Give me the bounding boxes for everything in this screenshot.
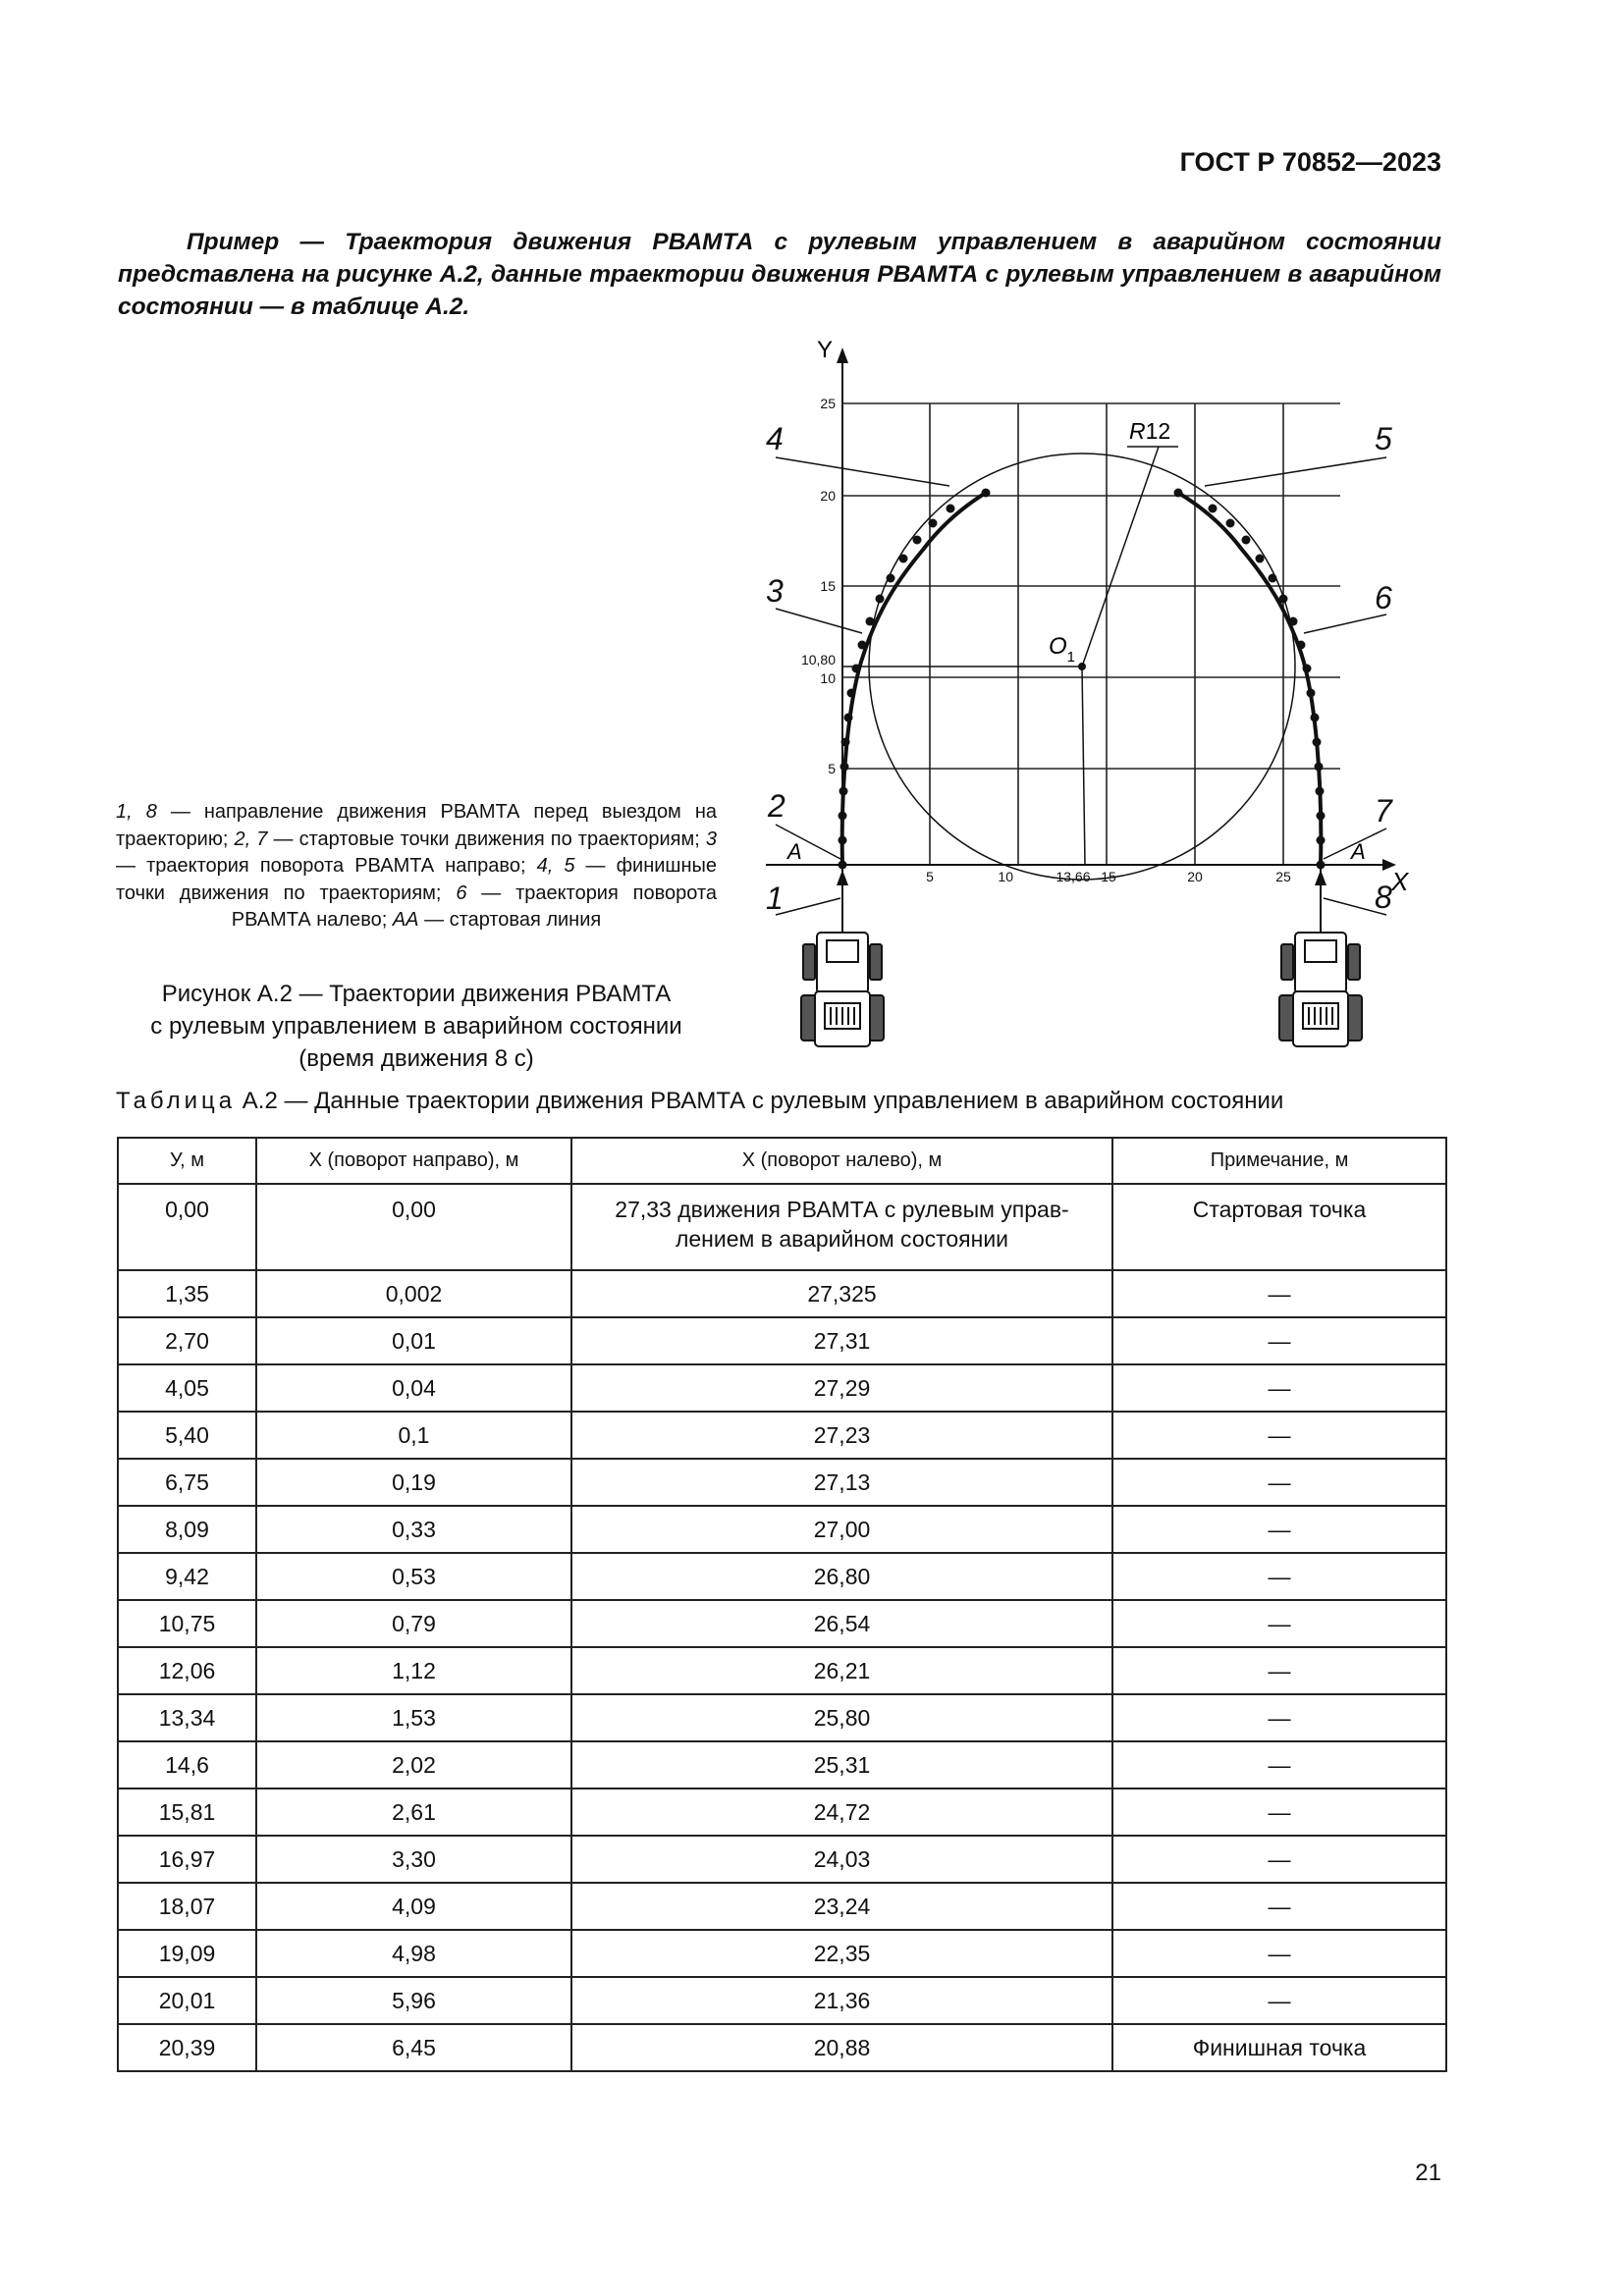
point-left-14 [1242,536,1251,545]
table-cell: 23,24 [571,1883,1112,1930]
point-right-11 [876,595,885,604]
grid [842,403,1340,865]
tractor-icon-right [1279,933,1362,1046]
point-left-4 [1315,763,1324,772]
table-cell: 26,21 [571,1647,1112,1694]
leader-4 [776,457,949,486]
table-title-text: А.2 — Данные траектории движения РВАМТА с рулевым управлением в аварийном состоянии [236,1088,1284,1114]
legend-key-6: 6 [456,881,467,904]
point-left-16 [1209,505,1218,513]
table-row [118,1506,1446,1553]
point-right-6 [844,714,853,722]
x-axis-label: X [1391,867,1409,896]
trajectory-left [1178,493,1321,865]
table-cell: 0,79 [256,1600,571,1647]
radius-label: R12 [1129,418,1171,444]
col-header-y: У, м [118,1138,256,1184]
callout-1: 1 [766,881,784,916]
legend-key-1-8: 1, 8 [116,801,157,823]
point-left-15 [1226,519,1235,528]
table-cell: 2,70 [118,1317,256,1364]
legend-text-4-5: — финишные точки движения по траекториям; [116,855,718,904]
table-cell: 0,1 [256,1412,571,1459]
table-cell: 16,97 [118,1836,256,1883]
point-right-14 [913,536,922,545]
table-cell: 27,33 движения РВАМТА с рулевым управ-лением в аварийном состоянии [571,1184,1112,1270]
example-paragraph: Пример — Траектория движения РВАМТА с рулевым управлением в аварийном состоянии представлена на рисунке А.2, данные траектории движения РВАМТА с рулевым управлением в аварийном состоянии — в таблице А.2. [118,229,1441,320]
x-tick-20: 20 [1187,869,1203,884]
callout-8: 8 [1375,880,1392,915]
table-row [118,1647,1446,1694]
legend-key-3: 3 [705,828,717,850]
line-a-right-label: A [1351,839,1366,864]
figure-legend [116,799,717,934]
y-tick-25: 25 [820,396,836,411]
table-cell: 5,40 [118,1412,256,1459]
center-label: $O_1$ [1049,633,1076,666]
table-cell: 25,31 [571,1741,1112,1789]
table-cell: 20,39 [118,2024,256,2071]
x-tick-5: 5 [926,869,934,884]
legend-text-2-7: — стартовые точки движения по траекториям; [267,828,706,850]
table-row [118,2024,1446,2071]
table-row [118,1184,1446,1270]
col-header-x-left: Х (поворот налево), м [571,1138,1112,1184]
table-cell: 9,42 [118,1553,256,1600]
table-row [118,1930,1446,1977]
table-cell: 27,23 [571,1412,1112,1459]
y-tick-10-80: 10,80 [800,652,836,667]
legend-key-aa: АА [392,909,419,931]
page-number: 21 [1415,2160,1441,2186]
table-cell: 4,98 [256,1930,571,1977]
table-cell: 0,04 [256,1364,571,1412]
callout-6: 6 [1375,580,1392,615]
trajectory-table [117,1137,1447,2072]
table-row [118,1600,1446,1647]
table-cell: 27,29 [571,1364,1112,1412]
table-cell: 26,54 [571,1600,1112,1647]
y-axis-arrow [837,347,848,363]
point-right-1 [839,836,847,845]
tractor-icon-left [801,933,884,1046]
table-cell: — [1112,1741,1446,1789]
table-row [118,1789,1446,1836]
table-cell: 0,002 [256,1270,571,1317]
table-row [118,1459,1446,1506]
table-row [118,1741,1446,1789]
table-header-row [118,1138,1446,1184]
table-cell: 1,35 [118,1270,256,1317]
right-direction-arrow [1315,870,1326,885]
figure-caption [116,978,717,1075]
point-right-15 [929,519,938,528]
point-right-17 [982,489,991,498]
table-row [118,1270,1446,1317]
point-right-12 [887,574,895,583]
point-right-8 [852,665,861,673]
figure-caption-line-2: с рулевым управлением в аварийном состоянии [150,1013,682,1040]
table-cell: 2,61 [256,1789,571,1836]
leader-6 [1304,614,1386,633]
leader-3 [776,609,862,633]
table-cell: — [1112,1317,1446,1364]
point-right-5 [841,738,850,747]
table-cell: Стартовая точка [1112,1184,1446,1270]
point-right-0 [839,861,847,870]
callout-2: 2 [768,788,785,824]
table-row [118,1883,1446,1930]
leader-5 [1205,457,1386,486]
y-axis-label: Y [817,337,834,363]
table-cell: 22,35 [571,1930,1112,1977]
figure-caption-line-1: Рисунок А.2 — Траектории движения РВАМТА [161,981,672,1007]
point-right-4 [840,763,849,772]
center-x-leader [1082,667,1085,865]
table-cell: — [1112,1930,1446,1977]
table-cell: — [1112,1789,1446,1836]
y-tick-15: 15 [820,578,836,594]
point-left-17 [1174,489,1183,498]
table-cell: 4,09 [256,1883,571,1930]
table-row [118,1317,1446,1364]
x-tick-15: 15 [1101,869,1116,884]
table-row [118,1694,1446,1741]
trajectory-figure [727,334,1434,1060]
col-header-x-right: Х (поворот направо), м [256,1138,571,1184]
table-cell: 19,09 [118,1930,256,1977]
table-cell: 27,00 [571,1506,1112,1553]
point-left-13 [1256,555,1265,563]
line-a-left-label: A [787,839,802,864]
table-cell: 6,45 [256,2024,571,2071]
table-cell: — [1112,1977,1446,2024]
radius-leader [1082,447,1159,667]
y-tick-5: 5 [828,761,836,776]
point-right-3 [839,787,848,796]
table-cell: — [1112,1883,1446,1930]
table-cell: 27,325 [571,1270,1112,1317]
table-cell: — [1112,1506,1446,1553]
table-cell: 0,00 [118,1184,256,1270]
figure-caption-line-3: (время движения 8 с) [298,1045,534,1072]
table-cell: 3,30 [256,1836,571,1883]
legend-text-6: — траектория поворота РВАМТА налево; [231,881,718,931]
legend-text-3: — траектория поворота РВАМТА направо; [116,855,537,877]
point-left-12 [1269,574,1277,583]
table-cell: 21,36 [571,1977,1112,2024]
table-cell: 24,03 [571,1836,1112,1883]
legend-key-2-7: 2, 7 [234,828,268,850]
point-left-11 [1279,595,1288,604]
table-cell: — [1112,1600,1446,1647]
table-cell: 0,19 [256,1459,571,1506]
point-right-2 [839,812,847,821]
table-cell: 25,80 [571,1694,1112,1741]
callout-4: 4 [766,421,784,456]
y-tick-10: 10 [820,670,836,686]
table-cell: 18,07 [118,1883,256,1930]
x-tick-10: 10 [998,869,1013,884]
y-tick-20: 20 [820,488,836,504]
point-left-8 [1303,665,1312,673]
legend-text-1-8: — направление движения РВАМТА перед выездом на траекторию; [116,801,717,850]
x-tick-25: 25 [1275,869,1291,884]
point-right-16 [947,505,955,513]
table-cell: 27,13 [571,1459,1112,1506]
table-row [118,1553,1446,1600]
table-cell: — [1112,1694,1446,1741]
x-tick-13-66: 13,66 [1056,869,1091,884]
table-cell: 2,02 [256,1741,571,1789]
point-left-9 [1297,641,1306,650]
point-left-6 [1311,714,1320,722]
point-right-9 [858,641,867,650]
leader-2 [776,825,840,859]
point-left-3 [1316,787,1325,796]
table-cell: 10,75 [118,1600,256,1647]
table-cell: 12,06 [118,1647,256,1694]
table-cell: 15,81 [118,1789,256,1836]
table-cell: 20,01 [118,1977,256,2024]
callout-3: 3 [766,573,784,609]
callout-7: 7 [1375,793,1392,828]
table-cell: 20,88 [571,2024,1112,2071]
point-left-5 [1313,738,1322,747]
table-cell: 0,53 [256,1553,571,1600]
point-right-13 [899,555,908,563]
document-code: ГОСТ Р 70852—2023 [1179,147,1441,177]
table-cell: 26,80 [571,1553,1112,1600]
legend-text-aa: — стартовая линия [418,909,602,931]
point-left-10 [1289,617,1298,626]
callout-5: 5 [1375,421,1392,456]
table-row [118,1364,1446,1412]
table-cell: 24,72 [571,1789,1112,1836]
table-cell: — [1112,1553,1446,1600]
left-direction-arrow [837,870,848,885]
legend-key-4-5: 4, 5 [536,855,575,877]
table-cell: — [1112,1459,1446,1506]
trajectory-right [842,493,986,865]
table-row [118,1412,1446,1459]
table-title [116,1088,1451,1115]
leader-1 [776,898,840,915]
table-cell: — [1112,1412,1446,1459]
table-cell: Финишная точка [1112,2024,1446,2071]
table-cell: 13,34 [118,1694,256,1741]
point-left-7 [1307,689,1316,698]
point-right-7 [847,689,856,698]
table-cell: 0,00 [256,1184,571,1270]
col-header-note: Примечание, м [1112,1138,1446,1184]
table-cell: — [1112,1647,1446,1694]
table-cell: 5,96 [256,1977,571,2024]
table-cell: 4,05 [118,1364,256,1412]
table-row [118,1836,1446,1883]
point-right-10 [866,617,875,626]
table-cell: 1,53 [256,1694,571,1741]
table-row [118,1977,1446,2024]
table-cell: 6,75 [118,1459,256,1506]
table-cell: 0,33 [256,1506,571,1553]
table-cell: — [1112,1836,1446,1883]
table-cell: — [1112,1270,1446,1317]
table-cell: 27,31 [571,1317,1112,1364]
table-cell: 8,09 [118,1506,256,1553]
table-cell: 1,12 [256,1647,571,1694]
table-title-prefix: Таблица [116,1088,237,1114]
table-body [118,1184,1446,2071]
table-cell: 14,6 [118,1741,256,1789]
table-cell: 0,01 [256,1317,571,1364]
table-cell: — [1112,1364,1446,1412]
